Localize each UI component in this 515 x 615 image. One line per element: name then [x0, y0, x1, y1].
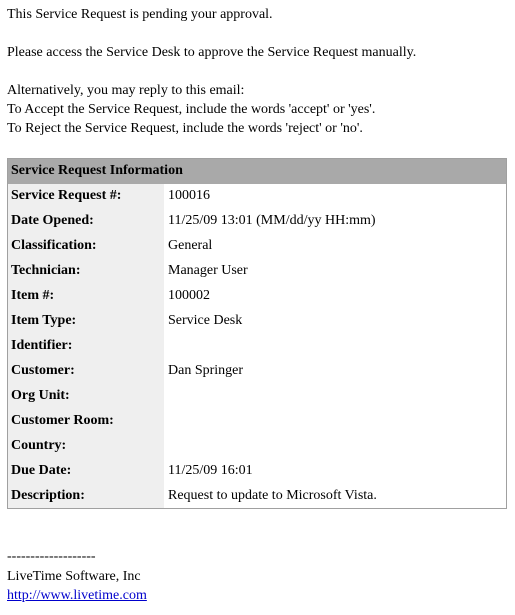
row-value: Request to update to Microsoft Vista. — [168, 488, 377, 503]
reject-instructions-text: To Reject the Service Request, include the words 'reject' or 'no'. — [7, 121, 363, 136]
row-value: 100016 — [168, 188, 210, 203]
row-label: Date Opened: — [11, 213, 94, 228]
row-value: 11/25/09 13:01 (MM/dd/yy HH:mm) — [168, 213, 376, 228]
row-value: 100002 — [168, 288, 210, 303]
row-value: Manager User — [168, 263, 248, 278]
row-org-unit — [8, 384, 506, 409]
table-header — [8, 159, 506, 184]
row-label: Identifier: — [11, 338, 73, 353]
row-label: Service Request #: — [11, 188, 122, 203]
reply-alternative-text: Alternatively, you may reply to this email: — [7, 83, 245, 98]
row-technician — [8, 259, 506, 284]
row-label: Description: — [11, 488, 85, 503]
row-value: General — [168, 238, 213, 253]
signature-company: LiveTime Software, Inc — [7, 569, 141, 584]
accept-instructions-text: To Accept the Service Request, include the words 'accept' or 'yes'. — [7, 102, 376, 117]
row-label: Country: — [11, 438, 67, 453]
row-label: Item Type: — [11, 313, 77, 328]
row-value: Dan Springer — [168, 363, 244, 378]
signature-separator: ------------------- — [7, 549, 96, 564]
row-date-opened — [8, 209, 506, 234]
row-classification — [8, 234, 506, 259]
table-header-title: Service Request Information — [11, 163, 183, 178]
row-value: Service Desk — [168, 313, 243, 328]
row-due-date — [8, 459, 506, 484]
row-label: Item #: — [11, 288, 55, 303]
row-item-number — [8, 284, 506, 309]
row-country — [8, 434, 506, 459]
row-value: 11/25/09 16:01 — [168, 463, 253, 478]
row-label: Technician: — [11, 263, 81, 278]
access-service-desk-text: Please access the Service Desk to approve the Service Request manually. — [7, 45, 417, 60]
pending-approval-text: This Service Request is pending your approval. — [7, 7, 273, 22]
row-description — [8, 484, 506, 509]
row-label: Org Unit: — [11, 388, 70, 403]
row-customer-room — [8, 409, 506, 434]
row-service-request-number — [8, 184, 506, 209]
company-website-link[interactable]: http://www.livetime.com — [7, 588, 147, 603]
row-customer — [8, 359, 506, 384]
row-label: Due Date: — [11, 463, 72, 478]
row-identifier — [8, 334, 506, 359]
row-item-type — [8, 309, 506, 334]
service-request-info-table — [7, 158, 507, 509]
row-label: Classification: — [11, 238, 97, 253]
row-label: Customer Room: — [11, 413, 114, 428]
row-label: Customer: — [11, 363, 75, 378]
